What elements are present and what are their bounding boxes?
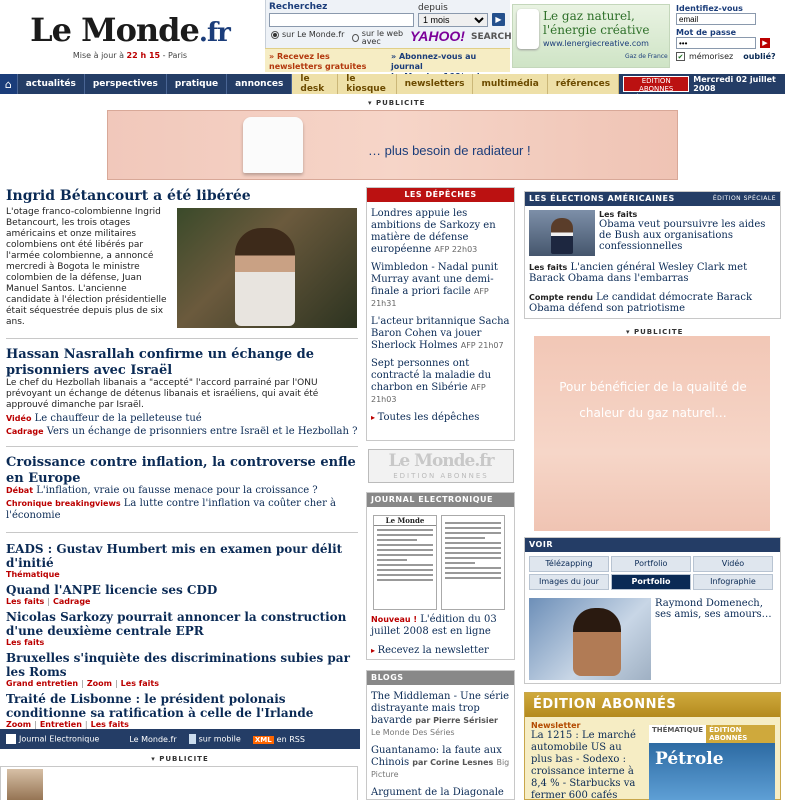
brief-tag[interactable]: Thématique — [6, 570, 60, 579]
tab-images-du-jour[interactable]: Images du jour — [529, 574, 609, 590]
brief-tag[interactable]: Les faits — [90, 720, 129, 729]
period-select[interactable] — [418, 13, 488, 27]
edition-abonnes-logo[interactable] — [368, 449, 514, 483]
newspaper-thumb[interactable]: Le Monde — [373, 515, 437, 610]
elections-box — [524, 191, 781, 319]
brief-tag[interactable]: Cadrage — [52, 597, 91, 606]
tab-telezapping[interactable]: Télézapping — [529, 556, 609, 572]
brief-headline[interactable]: Traité de Lisbonne : le président polonais conditionne sa ratification à celle de l'Irlande — [6, 692, 314, 720]
lead-photo[interactable] — [177, 208, 357, 328]
list-item[interactable]: Guantanamo: la faute aux Chinois par Corine Lesnes Big Picture — [371, 745, 510, 779]
list-item[interactable]: Argument de la Diagonale — [371, 787, 504, 798]
brief-headline[interactable]: Bruxelles s'inquiète des discriminations subies par les Roms — [6, 651, 350, 679]
list-item: Traité de Lisbonne : le président polonais conditionne sa ratification à celle de l'Irlande Zoom | Entretien | Les faits — [6, 692, 360, 729]
divider — [6, 532, 358, 533]
story3-related-2: Chronique breakingviews La lutte contre l'inflation va coûter cher à l'économie — [6, 498, 336, 521]
logo-ext: .fr — [198, 18, 230, 48]
story2-headline[interactable]: Hassan Nasrallah confirme un échange de prisonniers avec Israël — [6, 347, 315, 378]
divider — [6, 446, 358, 447]
list-item — [6, 542, 360, 579]
gas-ad-line2: l'énergie créative — [543, 23, 650, 37]
newsletter-promo-link[interactable]: » Recevez les newsletters gratuites — [269, 52, 367, 71]
nav-annonces[interactable]: annonces — [227, 74, 292, 94]
journal-electronique-box — [366, 492, 515, 660]
story2-text: Le chef du Hezbollah libanais a "accepté" l'accord parrainé par l'ONU prévoyant un échange de détenus libanais et israéliens, qui avait été approuvé dimanche par Israël. — [6, 378, 319, 410]
gas-ad[interactable] — [512, 4, 670, 68]
nav-pratique[interactable]: pratique — [167, 74, 227, 94]
person-figure — [573, 608, 621, 676]
edition-abonnes-box — [524, 692, 781, 800]
tab-portfolio[interactable]: Portfolio — [611, 556, 691, 572]
nav-le-desk[interactable]: le desk — [292, 74, 338, 94]
voir-tabs — [529, 556, 773, 590]
site-logo[interactable] — [30, 10, 230, 60]
tab-infographie[interactable]: Infographie — [693, 574, 773, 590]
elections-item-3: Compte rendu Le candidat démocrate Barack Obama défend son patriotisme — [529, 292, 753, 314]
yahoo-search-label: SEARCH — [471, 32, 512, 42]
gas-ad-url: www.lenergiecreative.com — [543, 39, 649, 48]
rss-link[interactable]: XML en RSS — [254, 734, 305, 744]
search-go-button[interactable]: ▶ — [492, 13, 505, 26]
tab-portfolio-active[interactable]: Portfolio — [611, 574, 691, 590]
list-item: Bruxelles s'inquiète des discriminations subies par les Roms Grand entretien | Zoom | Les faits — [6, 651, 360, 688]
services-bar — [0, 729, 360, 749]
newsletter-block — [531, 721, 643, 800]
story3-related-1: Débat L'inflation, vraie ou fausse menace pour la croissance ? — [6, 485, 318, 496]
depeches-header: LES DÉPÊCHES — [367, 188, 514, 202]
brief-tag[interactable]: Les faits — [6, 597, 45, 606]
journal-icon — [6, 734, 16, 744]
voir-photo[interactable] — [529, 598, 651, 680]
radiator-banner-ad[interactable] — [107, 110, 678, 180]
login-label: Identifiez-vous — [676, 4, 743, 13]
brief-list — [6, 542, 360, 729]
newsletter-text[interactable]: La 1215 : Le marché automobile US au plus bas - Sodexo : croissance interne à 8,4 % - Starbucks va fermer 600 cafés — [531, 730, 636, 800]
all-depeches-link[interactable]: ▸ Toutes les dépêches — [371, 412, 510, 423]
elections-header: LES ÉLECTIONS AMÉRICAINES ÉDITION SPÉCIALE — [525, 192, 780, 206]
blogs-header: BLOGS — [367, 671, 514, 685]
remember-label: mémorisez — [689, 52, 734, 61]
journal-electronique-link[interactable]: Journal Electronique — [6, 734, 99, 744]
publicite-label-bottom: ▾ PUBLICITE — [151, 755, 209, 763]
story2-related-1: Vidéo Le chauffeur de la pelleteuse tué — [6, 413, 202, 424]
mobile-link[interactable]: sur mobile — [189, 734, 241, 744]
password-label: Mot de passe — [676, 28, 737, 37]
radiator-icon — [243, 117, 303, 173]
list-item: Quand l'ANPE licencie ses CDD Les faits | Cadrage — [6, 583, 360, 606]
brief-headline[interactable]: Nicolas Sarkozy pourrait annoncer la construction d'une deuxième centrale EPR — [6, 610, 347, 638]
thematique-card[interactable] — [649, 725, 775, 800]
voir-header: VOIR — [525, 538, 780, 552]
xml-icon: XML — [254, 735, 272, 744]
forgot-link[interactable]: oublié? — [743, 52, 776, 61]
list-item[interactable]: Londres appuie les ambitions de Sarkozy en matière de défense européenne AFP 22h03 — [371, 208, 496, 255]
lead-headline[interactable]: Ingrid Bétancourt a été libérée — [6, 188, 251, 204]
tab-video[interactable]: Vidéo — [693, 556, 773, 572]
yahoo-logo: YAHOO! — [410, 28, 465, 44]
nav-actualites[interactable]: actualités — [18, 74, 85, 94]
login-go-button[interactable]: ▶ — [760, 38, 770, 48]
radio-lemonde[interactable]: sur Le Monde.fr — [271, 30, 344, 39]
ad2-text: Pour bénéficier de la qualité de chaleur du gaz naturel… — [559, 380, 747, 420]
brief-headline[interactable]: Quand l'ANPE licencie ses CDD — [6, 583, 218, 597]
elections-item-1: Les faits Obama veut poursuivre les aides de Bush aux organisations confessionnelles — [599, 210, 766, 252]
radiator-icon — [517, 9, 539, 49]
brief-tag[interactable]: Grand entretien — [6, 679, 79, 688]
list-item[interactable]: The Middleman - Une série distrayante mais trop bavarde par Pierre Sérisier Le Monde Des Séries — [371, 691, 510, 737]
home-icon: ⌂ — [4, 77, 12, 91]
blogs-box — [366, 670, 515, 800]
promo-strip — [265, 48, 510, 72]
radio-selected-icon — [271, 31, 279, 39]
brief-headline[interactable]: EADS : Gustav Humbert mis en examen pour délit d'initié — [6, 542, 343, 570]
list-item[interactable]: Sept personnes ont contracté la maladie du charbon en Sibérie AFP 21h03 — [371, 358, 492, 404]
site-label: Le Monde.fr — [129, 734, 177, 744]
lead-text: L'otage franco-colombienne Ingrid Betancourt, les trois otages américains et onze militaires colombiens ont été libérés par l'armée colombienne, a annoncé mercredi à Bogota le ministre colombien de la défense, Juan Manuel Santos. L'ancienne candidate à l'élection présidentielle était séquestrée depuis plus de six ans. — [6, 207, 167, 327]
voir-box — [524, 537, 781, 684]
journal-text[interactable]: Nouveau ! L'édition du 03 juillet 2008 est en ligne — [371, 614, 497, 637]
gas-ad-brand: Gaz de France — [625, 53, 668, 60]
journal-newsletter-link[interactable]: ▸ Recevez la newsletter — [371, 645, 489, 656]
publicite-label-right: ▾ PUBLICITE — [626, 328, 684, 336]
update-time: Mise à jour à 22 h 15 - Paris — [72, 51, 188, 60]
nav-references[interactable]: références — [548, 74, 619, 94]
edition-header: ÉDITION ABONNÉS — [525, 693, 780, 717]
journal-header: JOURNAL ELECTRONIQUE — [367, 493, 514, 507]
story3-headline[interactable]: Croissance contre inflation, la controverse enfle en Europe — [6, 455, 356, 486]
subscribe-promo-link[interactable]: » Abonnez-vous au journal — [391, 52, 477, 71]
newspaper-thumb-page2[interactable] — [441, 515, 505, 610]
gas-ad-line1: Le gaz naturel, — [543, 9, 635, 23]
ad-image — [7, 769, 43, 800]
list-item — [6, 610, 360, 647]
brief-tag[interactable]: Zoom — [6, 720, 32, 729]
banner-text: … plus besoin de radiateur ! — [368, 143, 531, 158]
search-input[interactable] — [269, 13, 414, 27]
nav-multimedia[interactable]: multimédia — [473, 74, 547, 94]
gas-square-ad[interactable] — [534, 336, 770, 531]
list-item[interactable]: L'acteur britannique Sacha Baron Cohen va jouer Sherlock Holmes AFP 21h07 — [371, 316, 510, 351]
search-label: Recherchez — [269, 2, 328, 12]
voir-caption[interactable]: Raymond Domenech, ses amis, ses amours… — [655, 598, 772, 620]
list-item[interactable]: Wimbledon - Nadal punit Murray avant une demi-finale a priori facile AFP 21h31 — [371, 262, 498, 308]
home-button[interactable] — [0, 74, 18, 94]
elections-item-2: Les faits L'ancien général Wesley Clark met Barack Obama dans l'embarras — [529, 262, 748, 284]
thematique-label: THÉMATIQUE — [649, 725, 706, 743]
remember-checkbox[interactable]: ✔ — [677, 52, 684, 61]
nav-le-kiosque[interactable]: le kiosque — [338, 74, 396, 94]
story2-related-2: Cadrage Vers un échange de prisonniers entre Israël et le Hezbollah ? — [6, 426, 358, 437]
nav-edition-abonnes-button[interactable]: EDITION ABONNES Abonnez-vous 6€ — [623, 76, 689, 92]
publicite-label-top: ▾ PUBLICITE — [368, 99, 426, 107]
login-box — [676, 4, 786, 70]
abonnes-sub: EDITION ABONNES — [393, 472, 489, 480]
abonnes-brand: Le Monde.fr — [388, 451, 494, 471]
email-field[interactable] — [676, 13, 756, 25]
radio-unselected-icon — [352, 34, 359, 42]
person-figure — [551, 218, 573, 254]
brief-tag[interactable]: Entretien — [39, 720, 82, 729]
logo-main: Le Monde — [30, 11, 199, 49]
thematique-edition-label: ÉDITION ABONNÉS — [706, 725, 775, 743]
nav-perspectives[interactable]: perspectives — [85, 74, 167, 94]
brief-tag[interactable]: Les faits — [6, 638, 45, 647]
divider — [6, 338, 358, 339]
depeches-box — [366, 187, 515, 441]
password-field[interactable] — [676, 37, 756, 49]
bottom-ad[interactable] — [0, 766, 358, 800]
radio-web[interactable]: sur le web avec — [352, 30, 412, 46]
current-date: Mercredi 02 juillet 2008 — [693, 75, 776, 93]
newsletter-label: Newsletter — [531, 721, 581, 730]
brief-tag[interactable]: Les faits — [120, 679, 159, 688]
depuis-label: depuis — [418, 3, 448, 13]
obama-photo[interactable] — [529, 210, 595, 256]
nav-newsletters[interactable]: newsletters — [397, 74, 474, 94]
brief-tag[interactable]: Zoom — [86, 679, 112, 688]
mobile-icon — [189, 734, 196, 744]
person-figure — [235, 228, 295, 326]
thematique-title: Pétrole — [655, 749, 724, 769]
